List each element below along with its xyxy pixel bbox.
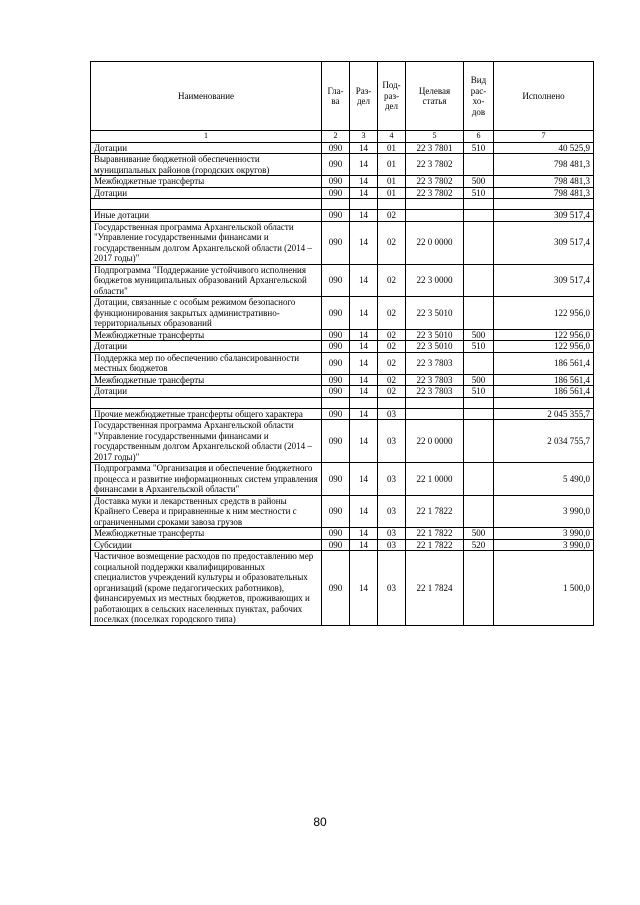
cell-podrazdel: 02	[378, 374, 406, 386]
cell-celevaya: 22 3 5010	[406, 297, 464, 330]
cell-vid	[464, 210, 494, 222]
table-row	[91, 187, 594, 199]
table-row	[91, 297, 594, 330]
cell-razdel: 14	[350, 495, 378, 528]
cell-glava: 090	[322, 551, 350, 626]
table-row	[91, 386, 594, 398]
cell-name: Межбюджетные трансферты	[91, 374, 322, 386]
cell-razdel: 14	[350, 210, 378, 222]
cell-glava: 090	[322, 154, 350, 176]
cell-podrazdel: 02	[378, 386, 406, 398]
empty-cell	[378, 199, 406, 210]
empty-cell	[464, 397, 494, 408]
column-number: 2	[322, 131, 350, 143]
column-number-row	[91, 131, 594, 143]
table-row	[91, 142, 594, 154]
table-row	[91, 539, 594, 551]
empty-cell	[322, 397, 350, 408]
cell-ispolneno: 40 525,9	[494, 142, 594, 154]
cell-vid: 510	[464, 386, 494, 398]
cell-name: Межбюджетные трансферты	[91, 329, 322, 341]
cell-ispolneno: 186 561,4	[494, 352, 594, 374]
cell-glava: 090	[322, 539, 350, 551]
empty-cell	[322, 199, 350, 210]
column-number: 4	[378, 131, 406, 143]
header-razdel: Раз- дел	[350, 62, 378, 131]
cell-vid	[464, 352, 494, 374]
cell-ispolneno: 309 517,4	[494, 210, 594, 222]
cell-ispolneno: 309 517,4	[494, 264, 594, 297]
header-name: Наименование	[91, 62, 322, 131]
cell-podrazdel: 02	[378, 329, 406, 341]
cell-ispolneno: 309 517,4	[494, 221, 594, 264]
cell-vid: 520	[464, 539, 494, 551]
cell-podrazdel: 03	[378, 420, 406, 463]
cell-celevaya: 22 3 7802	[406, 176, 464, 188]
page-number: 80	[313, 815, 327, 829]
cell-celevaya	[406, 210, 464, 222]
cell-celevaya: 22 0 0000	[406, 420, 464, 463]
cell-celevaya: 22 1 7822	[406, 528, 464, 540]
table-row	[91, 408, 594, 420]
cell-ispolneno: 122 956,0	[494, 329, 594, 341]
cell-razdel: 14	[350, 142, 378, 154]
cell-celevaya: 22 3 7803	[406, 352, 464, 374]
cell-celevaya: 22 3 5010	[406, 341, 464, 353]
header-glava: Гла- ва	[322, 62, 350, 131]
cell-name: Межбюджетные трансферты	[91, 528, 322, 540]
cell-ispolneno: 3 990,0	[494, 495, 594, 528]
cell-glava: 090	[322, 142, 350, 154]
cell-celevaya: 22 0 0000	[406, 221, 464, 264]
cell-razdel: 14	[350, 297, 378, 330]
cell-podrazdel: 02	[378, 221, 406, 264]
cell-celevaya: 22 1 0000	[406, 463, 464, 496]
cell-vid	[464, 408, 494, 420]
cell-name: Дотации	[91, 142, 322, 154]
empty-cell	[350, 199, 378, 210]
cell-name: Дотации	[91, 187, 322, 199]
cell-name: Прочие межбюджетные трансферты общего характера	[91, 408, 322, 420]
cell-celevaya: 22 1 7822	[406, 495, 464, 528]
cell-razdel: 14	[350, 463, 378, 496]
column-number: 7	[494, 131, 594, 143]
cell-podrazdel: 02	[378, 210, 406, 222]
cell-podrazdel: 02	[378, 352, 406, 374]
cell-celevaya: 22 3 0000	[406, 264, 464, 297]
header-podrazdel: Под- раз- дел	[378, 62, 406, 131]
table-row	[91, 420, 594, 463]
cell-ispolneno: 186 561,4	[494, 386, 594, 398]
table-row	[91, 154, 594, 176]
table-row	[91, 528, 594, 540]
cell-name: Межбюджетные трансферты	[91, 176, 322, 188]
table-row	[91, 176, 594, 188]
table-row	[91, 374, 594, 386]
cell-name: Государственная программа Архангельской области "Управление государственными финансами и государственным долгом Архангельской области (2014 – 2017 годы)"	[91, 420, 322, 463]
cell-razdel: 14	[350, 187, 378, 199]
cell-glava: 090	[322, 341, 350, 353]
column-number: 5	[406, 131, 464, 143]
cell-name: Поддержка мер по обеспечению сбалансированности местных бюджетов	[91, 352, 322, 374]
cell-celevaya: 22 3 5010	[406, 329, 464, 341]
cell-razdel: 14	[350, 176, 378, 188]
empty-cell	[350, 397, 378, 408]
cell-glava: 090	[322, 408, 350, 420]
cell-vid	[464, 264, 494, 297]
cell-celevaya: 22 1 7824	[406, 551, 464, 626]
cell-razdel: 14	[350, 352, 378, 374]
cell-ispolneno: 186 561,4	[494, 374, 594, 386]
cell-glava: 090	[322, 221, 350, 264]
cell-glava: 090	[322, 210, 350, 222]
cell-name: Субсидии	[91, 539, 322, 551]
cell-razdel: 14	[350, 420, 378, 463]
spacer-row	[91, 397, 594, 408]
empty-cell	[91, 199, 322, 210]
cell-podrazdel: 02	[378, 297, 406, 330]
cell-podrazdel: 02	[378, 341, 406, 353]
empty-cell	[494, 397, 594, 408]
empty-cell	[406, 397, 464, 408]
table-row	[91, 221, 594, 264]
cell-ispolneno: 3 990,0	[494, 539, 594, 551]
cell-vid	[464, 551, 494, 626]
cell-glava: 090	[322, 187, 350, 199]
header-vid: Вид рас- хо- дов	[464, 62, 494, 131]
table-row	[91, 264, 594, 297]
cell-celevaya: 22 3 7803	[406, 374, 464, 386]
cell-glava: 090	[322, 386, 350, 398]
cell-ispolneno: 5 490,0	[494, 463, 594, 496]
cell-podrazdel: 02	[378, 264, 406, 297]
cell-vid: 510	[464, 142, 494, 154]
table-row	[91, 352, 594, 374]
cell-podrazdel: 01	[378, 154, 406, 176]
cell-ispolneno: 798 481,3	[494, 187, 594, 199]
cell-razdel: 14	[350, 528, 378, 540]
cell-ispolneno: 122 956,0	[494, 341, 594, 353]
header-celevaya: Целевая статья	[406, 62, 464, 131]
cell-podrazdel: 03	[378, 463, 406, 496]
empty-cell	[464, 199, 494, 210]
cell-vid: 500	[464, 374, 494, 386]
cell-vid	[464, 297, 494, 330]
table-row	[91, 551, 594, 626]
column-number: 6	[464, 131, 494, 143]
empty-cell	[494, 199, 594, 210]
table-header-row	[91, 62, 594, 131]
table-row	[91, 463, 594, 496]
cell-celevaya	[406, 408, 464, 420]
cell-vid: 510	[464, 187, 494, 199]
cell-glava: 090	[322, 495, 350, 528]
cell-name: Подпрограмма "Организация и обеспечение бюджетного процесса и развитие информационных систем управления финансами в Архангельской области"	[91, 463, 322, 496]
cell-ispolneno: 3 990,0	[494, 528, 594, 540]
cell-celevaya: 22 1 7822	[406, 539, 464, 551]
cell-ispolneno: 798 481,3	[494, 154, 594, 176]
budget-table	[90, 61, 594, 626]
cell-name: Дотации, связанные с особым режимом безопасного функционирования закрытых административно-территориальных образований	[91, 297, 322, 330]
cell-glava: 090	[322, 420, 350, 463]
cell-razdel: 14	[350, 374, 378, 386]
cell-razdel: 14	[350, 539, 378, 551]
cell-ispolneno: 2 034 755,7	[494, 420, 594, 463]
cell-podrazdel: 01	[378, 187, 406, 199]
table-row	[91, 329, 594, 341]
cell-name: Иные дотации	[91, 210, 322, 222]
cell-name: Дотации	[91, 386, 322, 398]
cell-celevaya: 22 3 7801	[406, 142, 464, 154]
table-row	[91, 210, 594, 222]
cell-name: Доставка муки и лекарственных средств в районы Крайнего Севера и приравненные к ним местности с ограниченными сроками завоза грузов	[91, 495, 322, 528]
empty-cell	[406, 199, 464, 210]
empty-cell	[91, 397, 322, 408]
cell-name: Частичное возмещение расходов по предоставлению мер социальной поддержки квалифицированных специалистов учреждений культуры и образовательных организаций (кроме педагогических работников), финансируемых из местных бюджетов, проживающих и работающих в сельских населенных пунктах, рабочих поселках (поселках городского типа)	[91, 551, 322, 626]
cell-podrazdel: 01	[378, 142, 406, 154]
cell-glava: 090	[322, 352, 350, 374]
cell-ispolneno: 122 956,0	[494, 297, 594, 330]
table-row	[91, 495, 594, 528]
table-row	[91, 341, 594, 353]
cell-name: Государственная программа Архангельской области "Управление государственными финансами и государственным долгом Архангельской области (2014 – 2017 годы)"	[91, 221, 322, 264]
cell-vid	[464, 420, 494, 463]
cell-celevaya: 22 3 7802	[406, 187, 464, 199]
cell-razdel: 14	[350, 154, 378, 176]
cell-vid	[464, 495, 494, 528]
column-number: 3	[350, 131, 378, 143]
cell-podrazdel: 01	[378, 176, 406, 188]
cell-celevaya: 22 3 7803	[406, 386, 464, 398]
cell-glava: 090	[322, 176, 350, 188]
cell-razdel: 14	[350, 386, 378, 398]
spacer-row	[91, 199, 594, 210]
cell-podrazdel: 03	[378, 495, 406, 528]
cell-glava: 090	[322, 463, 350, 496]
cell-ispolneno: 798 481,3	[494, 176, 594, 188]
header-ispolneno: Исполнено	[494, 62, 594, 131]
cell-celevaya: 22 3 7802	[406, 154, 464, 176]
cell-razdel: 14	[350, 408, 378, 420]
cell-glava: 090	[322, 528, 350, 540]
cell-podrazdel: 03	[378, 539, 406, 551]
column-number: 1	[91, 131, 322, 143]
cell-podrazdel: 03	[378, 551, 406, 626]
cell-vid	[464, 221, 494, 264]
cell-vid: 500	[464, 176, 494, 188]
cell-glava: 090	[322, 374, 350, 386]
cell-glava: 090	[322, 264, 350, 297]
cell-razdel: 14	[350, 341, 378, 353]
empty-cell	[378, 397, 406, 408]
cell-vid	[464, 154, 494, 176]
cell-vid: 500	[464, 329, 494, 341]
cell-vid	[464, 463, 494, 496]
cell-name: Подпрограмма "Поддержание устойчивого исполнения бюджетов муниципальных образований Архангельской области"	[91, 264, 322, 297]
cell-glava: 090	[322, 329, 350, 341]
cell-vid: 510	[464, 341, 494, 353]
cell-podrazdel: 03	[378, 528, 406, 540]
cell-vid: 500	[464, 528, 494, 540]
cell-razdel: 14	[350, 551, 378, 626]
cell-ispolneno: 1 500,0	[494, 551, 594, 626]
cell-name: Выравнивание бюджетной обеспеченности муниципальных районов (городских округов)	[91, 154, 322, 176]
cell-razdel: 14	[350, 264, 378, 297]
cell-razdel: 14	[350, 221, 378, 264]
cell-glava: 090	[322, 297, 350, 330]
cell-name: Дотации	[91, 341, 322, 353]
table-body	[91, 142, 594, 625]
cell-podrazdel: 03	[378, 408, 406, 420]
cell-razdel: 14	[350, 329, 378, 341]
cell-ispolneno: 2 045 355,7	[494, 408, 594, 420]
